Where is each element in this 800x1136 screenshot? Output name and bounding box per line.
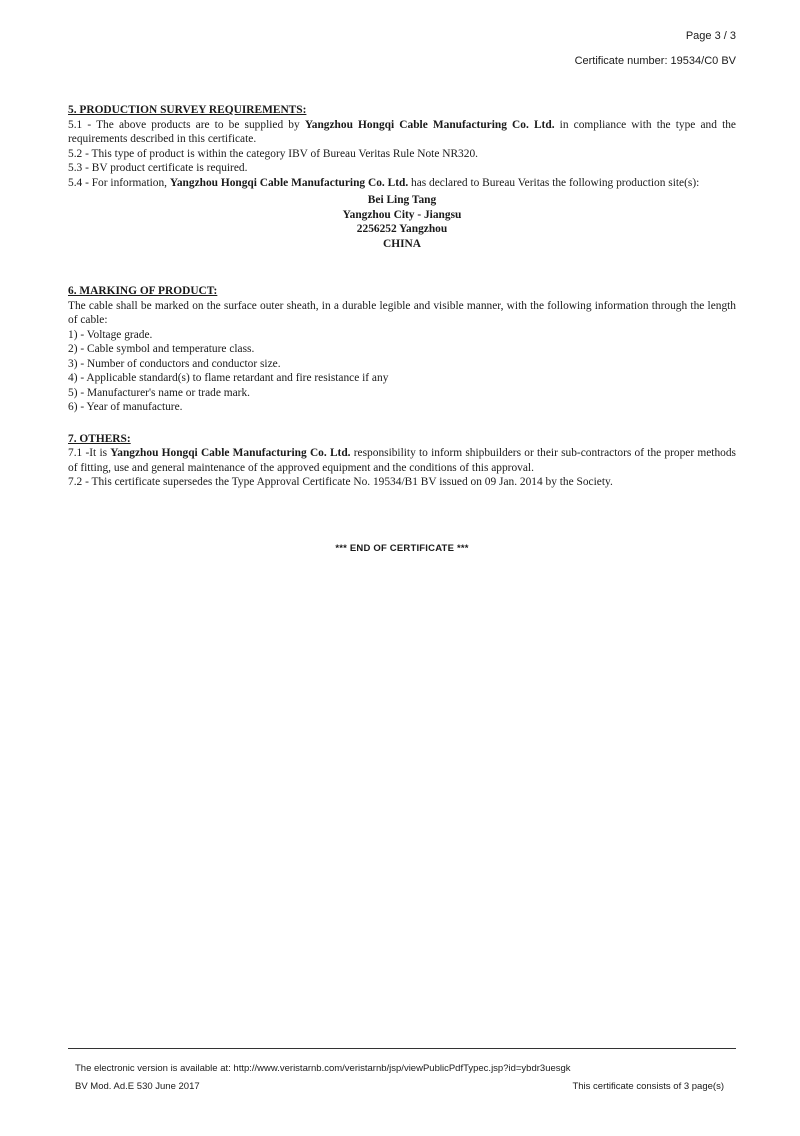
- clause-5-4: [68, 176, 736, 191]
- section-heading: 7. OTHERS:: [68, 432, 131, 445]
- certificate-number: Certificate number: 19534/C0 BV: [574, 55, 736, 67]
- section-marking: [68, 284, 736, 415]
- site-line: 2256252 Yangzhou: [356, 223, 448, 235]
- footer-divider: [68, 1048, 736, 1049]
- section-production-survey: [68, 103, 736, 251]
- clause-5-3: 5.3 - BV product certificate is required.: [68, 162, 248, 174]
- list-item: 5) - Manufacturer's name or trade mark.: [68, 386, 251, 399]
- section-others: [68, 432, 736, 490]
- clause-text: responsibility to inform shipbuilders or their sub-contractors of the proper methods of fitting, use and general maintenance of the approved equipment and the conditions of this approval.: [68, 447, 736, 474]
- marking-intro: The cable shall be marked on the surface outer sheath, in a durable legible and visible manner, with the following information through the length of cable:: [68, 299, 736, 326]
- site-line: Yangzhou City - Jiangsu: [342, 208, 462, 221]
- list-item: 3) - Number of conductors and conductor size.: [68, 357, 281, 370]
- page-count-note: This certificate consists of 3 page(s): [572, 1081, 724, 1092]
- list-item: 6) - Year of manufacture.: [68, 401, 183, 413]
- company-name: Yangzhou Hongqi Cable Manufacturing Co. Ltd.: [304, 118, 555, 131]
- page-number: Page 3 / 3: [685, 30, 736, 42]
- clause-7-2: 7.2 - This certificate supersedes the Type Approval Certificate No. 19534/B1 BV issued on 09 Jan. 2014 by the Society.: [68, 476, 613, 488]
- clause-text: in compliance with the type and the requirements described in this certificate.: [68, 118, 736, 145]
- clause-text: 5.4 - For information,: [68, 176, 170, 189]
- clause-text: has declared to Bureau Veritas the following production site(s):: [408, 176, 700, 189]
- clause-5-2: 5.2 - This type of product is within the category IBV of Bureau Veritas Rule Note NR320.: [68, 147, 478, 160]
- company-name: Yangzhou Hongqi Cable Manufacturing Co. Ltd.: [169, 176, 409, 189]
- site-line: CHINA: [383, 237, 421, 250]
- section-heading: 5. PRODUCTION SURVEY REQUIREMENTS:: [68, 104, 307, 116]
- clause-7-1: [68, 446, 736, 475]
- form-reference: BV Mod. Ad.E 530 June 2017: [75, 1081, 200, 1092]
- production-site-address: [68, 193, 736, 251]
- clause-text: 5.1 - The above products are to be supplied by: [68, 118, 305, 131]
- list-item: 4) - Applicable standard(s) to flame retardant and fire resistance if any: [68, 372, 389, 384]
- list-item: 2) - Cable symbol and temperature class.: [68, 343, 255, 355]
- section-heading: 6. MARKING OF PRODUCT:: [68, 285, 218, 297]
- company-name: Yangzhou Hongqi Cable Manufacturing Co. Ltd.: [110, 447, 351, 459]
- end-of-certificate: *** END OF CERTIFICATE ***: [335, 543, 469, 554]
- list-item: 1) - Voltage grade.: [68, 328, 153, 341]
- site-line: Bei Ling Tang: [367, 194, 437, 206]
- certificate-body: [68, 103, 736, 490]
- clause-text: 7.1 -It is: [68, 447, 111, 459]
- clause-5-1: [68, 118, 736, 147]
- electronic-version-note: The electronic version is available at: http://www.veristarnb.com/veristarnb/jsp/viewPublicPdfTypec.jsp?id=ybdr3uesgk: [75, 1063, 571, 1074]
